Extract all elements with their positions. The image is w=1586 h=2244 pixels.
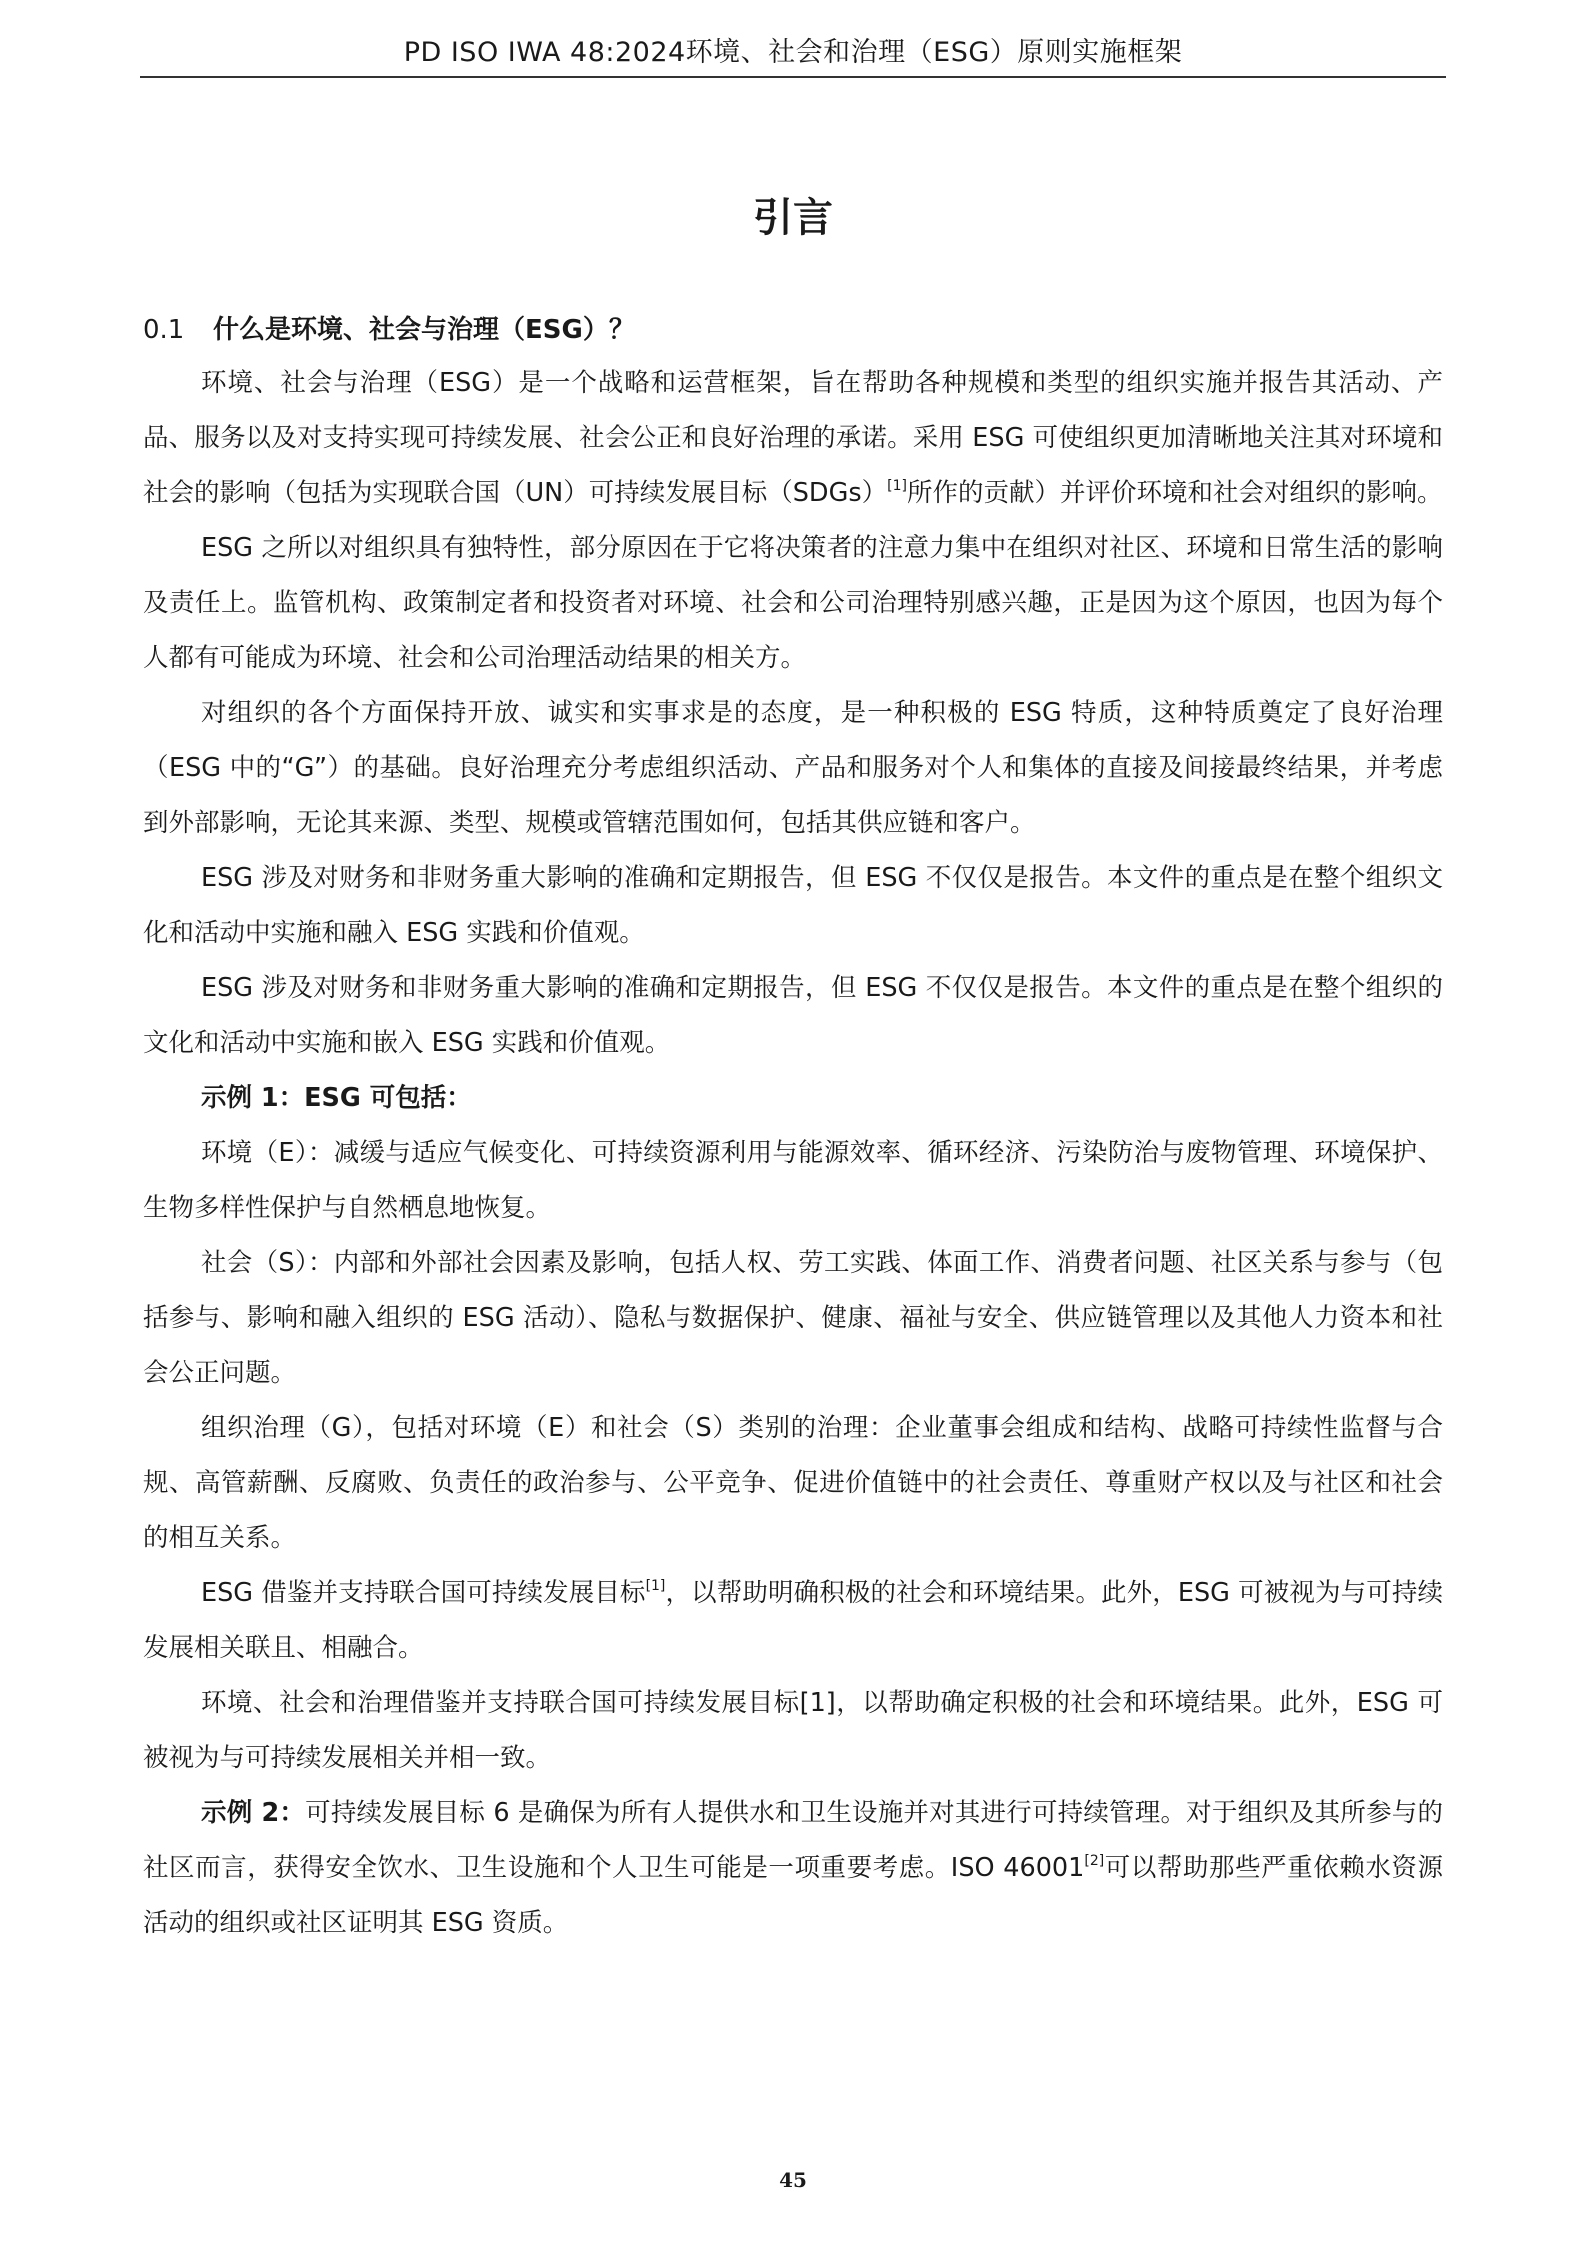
paragraph-7: 环境、社会和治理借鉴并支持联合国可持续发展目标[1]，以帮助确定积极的社会和环境结果。此外，ESG 可被视为与可持续发展相关并相一致。: [143, 1688, 1443, 1773]
page-number: 45: [779, 2168, 807, 2192]
header-rule: [140, 76, 1446, 78]
paragraph-1-text-b: 所作的贡献）并评价环境和社会对组织的影响。: [906, 478, 1443, 508]
citation-ref: [2]: [1084, 1853, 1105, 1869]
paragraph-1: [143, 356, 1443, 521]
example-1-label: [143, 1071, 1443, 1126]
page-title: 引言: [753, 195, 833, 241]
example-2-heading: 示例 2：: [201, 1798, 306, 1828]
example-1-social: 社会（S）：内部和外部社会因素及影响，包括人权、劳工实践、体面工作、消费者问题、社区关系与参与（包括参与、影响和融入组织的 ESG 活动）、隐私与数据保护、健康、福祉与安全、供应链管理以及其他人力资本和社会公正问题。: [143, 1248, 1443, 1388]
paragraph-1-text-a: 环境、社会与治理（ESG）是一个战略和运营框架，旨在帮助各种规模和类型的组织实施并报告其活动、产品、服务以及对支持实现可持续发展、社会公正和良好治理的承诺。采用 ESG 可使组织更加清晰地关注其对环境和社会的影响（包括为实现联合国（UN）可持续发展目标（SDGs）: [143, 368, 1443, 508]
paragraph-4: ESG 涉及对财务和非财务重大影响的准确和定期报告，但 ESG 不仅仅是报告。本文件的重点是在整个组织文化和活动中实施和融入 ESG 实践和价值观。: [143, 863, 1443, 948]
example-1-governance: 组织治理（G），包括对环境（E）和社会（S）类别的治理：企业董事会组成和结构、战略可持续性监督与合规、高管薪酬、反腐败、负责任的政治参与、公平竞争、促进价值链中的社会责任、尊重财产权以及与社区和社会的相互关系。: [143, 1413, 1443, 1553]
paragraph-5: ESG 涉及对财务和非财务重大影响的准确和定期报告，但 ESG 不仅仅是报告。本文件的重点是在整个组织的文化和活动中实施和嵌入 ESG 实践和价值观。: [143, 973, 1443, 1058]
section-number: 0.1: [143, 315, 185, 345]
example-1-heading: 示例 1：ESG 可包括：: [201, 1083, 472, 1113]
document-body: [143, 304, 1443, 1951]
example-2-text-b: 可以帮助那些严重依赖水资源活动的组织或社区证明其 ESG 资质。: [143, 1853, 1443, 1938]
paragraph-6-text-a: ESG 借鉴并支持联合国可持续发展目标: [201, 1578, 646, 1608]
example-2-text-a: 可持续发展目标 6 是确保为所有人提供水和卫生设施并对其进行可持续管理。对于组织及其所参与的社区而言，获得安全饮水、卫生设施和个人卫生可能是一项重要考虑。ISO 46001: [143, 1798, 1443, 1883]
paragraph-6: [143, 1566, 1443, 1676]
running-header: PD ISO IWA 48:2024环境、社会和治理（ESG）原则实施框架: [403, 37, 1183, 68]
paragraph-6-text-b: ，以帮助明确积极的社会和环境结果。此外，ESG 可被视为与可持续发展相关联且、相融合。: [143, 1578, 1443, 1663]
paragraph-2: ESG 之所以对组织具有独特性，部分原因在于它将决策者的注意力集中在组织对社区、环境和日常生活的影响及责任上。监管机构、政策制定者和投资者对环境、社会和公司治理特别感兴趣，正是因为这个原因，也因为每个人都有可能成为环境、社会和公司治理活动结果的相关方。: [143, 533, 1443, 673]
paragraph-3: 对组织的各个方面保持开放、诚实和实事求是的态度，是一种积极的 ESG 特质，这种特质奠定了良好治理（ESG 中的“G”）的基础。良好治理充分考虑组织活动、产品和服务对个人和集体的直接及间接最终结果，并考虑到外部影响，无论其来源、类型、规模或管辖范围如何，包括其供应链和客户。: [143, 698, 1443, 838]
section-heading: [143, 304, 1443, 356]
example-2: [143, 1786, 1443, 1951]
citation-ref: [1]: [887, 478, 907, 494]
section-title: 什么是环境、社会与治理（ESG）？: [213, 315, 635, 345]
example-1-environment: 环境（E）：减缓与适应气候变化、可持续资源利用与能源效率、循环经济、污染防治与废物管理、环境保护、生物多样性保护与自然栖息地恢复。: [143, 1138, 1443, 1223]
citation-ref: [1]: [645, 1578, 666, 1594]
